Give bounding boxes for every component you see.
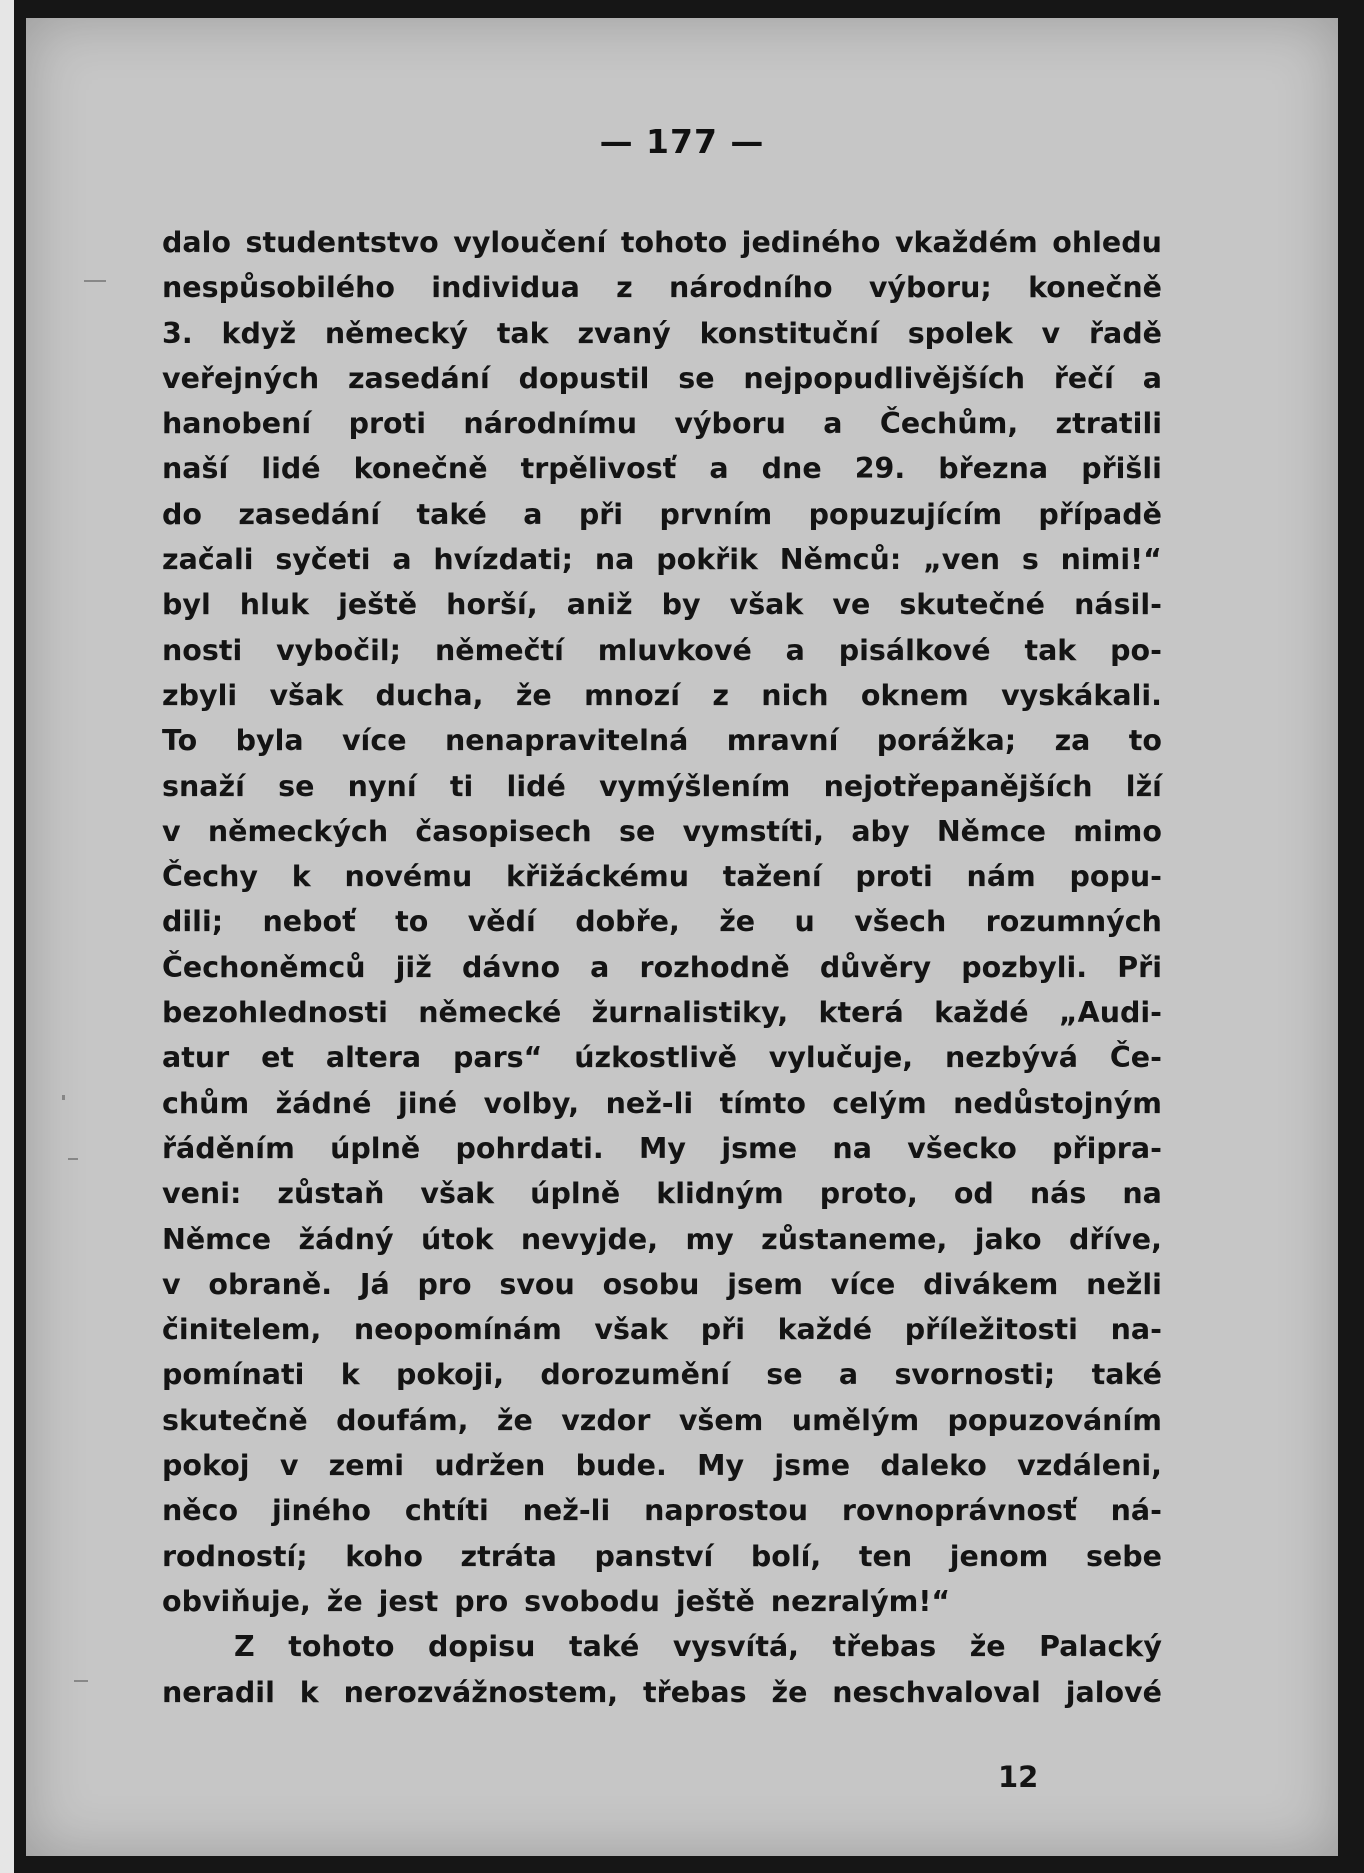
word: naprostou [644, 1494, 809, 1528]
text-line [162, 356, 1162, 401]
text-line [162, 492, 1162, 537]
text-line [162, 899, 1162, 944]
word: proto, [819, 1177, 918, 1211]
word: My [697, 1449, 745, 1483]
word: pozbyli. [961, 950, 1088, 984]
word: zbyli [162, 678, 238, 712]
word: aniž [566, 588, 633, 622]
word: vyskákali. [1001, 678, 1162, 712]
signature-mark: 12 [998, 1760, 1039, 1794]
word: konečně [1028, 271, 1162, 305]
word: však [269, 678, 344, 712]
word: pisálkové [838, 633, 991, 667]
word: pokoji, [395, 1358, 505, 1392]
text-line [162, 809, 1162, 854]
word: z [712, 678, 729, 712]
word: řadě [1088, 316, 1162, 350]
word: se [619, 814, 656, 848]
word: u [794, 905, 815, 939]
text-line [162, 990, 1162, 1035]
text-line [162, 1670, 1162, 1715]
word: že [496, 1403, 533, 1437]
word: byl [162, 588, 211, 622]
word: ten [858, 1539, 913, 1573]
word: ještě [338, 588, 418, 622]
word: skutečné [899, 588, 1046, 622]
word: zvaný [577, 316, 671, 350]
word: při [700, 1313, 745, 1347]
book-page [26, 18, 1338, 1856]
word: bolí, [750, 1539, 822, 1573]
word: však [594, 1313, 669, 1347]
word: Če- [1109, 1041, 1162, 1075]
word: volby, [483, 1086, 580, 1120]
word: mimo [1073, 814, 1162, 848]
word: dříve, [1068, 1222, 1162, 1256]
word: na [594, 543, 635, 577]
word: nežli [1086, 1267, 1162, 1301]
word: že [515, 678, 552, 712]
word: za [1054, 724, 1091, 758]
word: k [340, 1358, 360, 1392]
word: úzkostlivě [574, 1041, 737, 1075]
word: přišli [1081, 452, 1162, 486]
word: žádný [298, 1222, 394, 1256]
word: však [729, 588, 804, 622]
word: když [221, 316, 297, 350]
word: Já [359, 1267, 390, 1301]
text-line [162, 1352, 1162, 1397]
word: dávno [461, 950, 561, 984]
word: neschvaloval [832, 1675, 1041, 1709]
word: násil- [1074, 588, 1162, 622]
word: koho [345, 1539, 423, 1573]
text-line: obviňuje, že jest pro svobodu ještě nezralým!“ [162, 1584, 951, 1618]
word: aby [851, 814, 910, 848]
word: naší [162, 452, 229, 486]
word: jsem [727, 1267, 803, 1301]
word: která [818, 996, 904, 1030]
word: konstituční [699, 316, 879, 350]
word: ti [449, 769, 474, 803]
word: dne [761, 452, 822, 486]
word: oknem [860, 678, 969, 712]
word: na- [1110, 1313, 1162, 1347]
paper-speck [68, 1158, 78, 1160]
word: neopomínám [353, 1313, 562, 1347]
word: jsme [774, 1449, 851, 1483]
word: et [261, 1041, 295, 1075]
word: a [838, 1358, 859, 1392]
word: na [832, 1131, 872, 1165]
word: německé [418, 996, 562, 1030]
text-line [162, 1307, 1162, 1352]
word: bezohlednosti [162, 996, 388, 1030]
word: vysvítá, [672, 1630, 800, 1664]
word: na [1122, 1177, 1162, 1211]
word: zůstaň [277, 1177, 385, 1211]
word: mluvkové [597, 633, 752, 667]
word: jiné [397, 1086, 458, 1120]
word: konečně [353, 452, 488, 486]
word: tak [1024, 633, 1077, 667]
word: Němců: [779, 543, 902, 577]
word: více [341, 724, 407, 758]
word: výboru; [868, 271, 992, 305]
word: do [162, 497, 202, 531]
word: dalo [162, 226, 231, 259]
word: německý [324, 316, 468, 350]
word: nich [761, 678, 829, 712]
word: se [766, 1358, 803, 1392]
word: v [279, 1449, 299, 1483]
word: novému [344, 860, 473, 894]
word: popu- [1069, 860, 1162, 894]
word: svou [499, 1267, 575, 1301]
word: 29. [854, 452, 906, 486]
word: jenom [949, 1539, 1049, 1573]
word: 3. [162, 316, 193, 350]
page-number: — 177 — [599, 122, 765, 161]
word: to [395, 905, 429, 939]
word: udržen [434, 1449, 546, 1483]
text-line [162, 1171, 1162, 1216]
word: chům [162, 1086, 250, 1120]
word: pohrdati. [455, 1131, 604, 1165]
word: vymstíti, [682, 814, 825, 848]
word: klidným [656, 1177, 784, 1211]
word: my [685, 1222, 734, 1256]
word: více [830, 1267, 896, 1301]
scan-edge-strip [0, 0, 14, 1873]
word: ná- [1110, 1494, 1162, 1528]
word: s [1021, 543, 1039, 577]
word: syčeti [275, 543, 371, 577]
word: vkaždém [894, 226, 1038, 259]
word: altera [325, 1041, 422, 1075]
word: obraně. [208, 1267, 333, 1301]
word: že [969, 1630, 1006, 1664]
word: od [953, 1177, 994, 1211]
word: nimi!“ [1060, 543, 1162, 577]
word: rovnoprávnosť [841, 1494, 1077, 1528]
word: než-li [522, 1494, 611, 1528]
text-line [162, 854, 1162, 899]
word: v [162, 814, 181, 848]
word: než-li [605, 1086, 694, 1120]
word: pars“ [452, 1041, 543, 1075]
text-line [162, 1035, 1162, 1080]
word: rozumných [985, 905, 1162, 939]
word: nespůsobilého [162, 271, 395, 305]
word: Čechy [162, 860, 259, 894]
word: tak [496, 316, 549, 350]
word: vzdor [561, 1403, 651, 1437]
word: připra- [1052, 1131, 1162, 1165]
text-line [162, 1126, 1162, 1171]
word: také [568, 1630, 640, 1664]
word: To [162, 724, 198, 758]
word: trpělivosť [520, 452, 677, 486]
word: něco [162, 1494, 239, 1528]
paper-speck [62, 1095, 65, 1100]
word: hanobení [162, 407, 312, 441]
word: Čechoněmců [162, 950, 366, 984]
word: také [416, 497, 487, 531]
word: ztráta [460, 1539, 557, 1573]
text-line [162, 1443, 1162, 1488]
text-line [162, 628, 1162, 673]
word: vymýšlením [599, 769, 791, 803]
word: vzdáleni, [1017, 1449, 1162, 1483]
word: celým [832, 1086, 927, 1120]
word: sebe [1085, 1539, 1162, 1573]
word: neradil [162, 1675, 275, 1709]
word: v [1041, 316, 1061, 350]
word: že [771, 1675, 808, 1709]
word: Z [234, 1630, 255, 1664]
word: výboru [674, 407, 786, 441]
word: ve [832, 588, 871, 622]
word: a [709, 452, 729, 486]
word: hluk [239, 588, 310, 622]
word: pro [417, 1267, 472, 1301]
word: rozhodně [639, 950, 790, 984]
word: tímto [719, 1086, 806, 1120]
word: tohoto [620, 226, 728, 259]
word: Němce [162, 1222, 272, 1256]
word: případě [1038, 497, 1162, 531]
text-line [162, 718, 1162, 763]
word: začali [162, 543, 254, 577]
word: prvním [659, 497, 773, 531]
text-line [162, 1488, 1162, 1533]
word: března [938, 452, 1049, 486]
word: a [523, 497, 543, 531]
word: a [1142, 361, 1162, 395]
word: vyloučení [453, 226, 607, 259]
word: ztratili [1055, 407, 1162, 441]
word: Při [1117, 950, 1162, 984]
text-line [162, 1262, 1162, 1307]
word: v [162, 1267, 181, 1301]
word: bude. [575, 1449, 667, 1483]
word: porážka; [876, 724, 1017, 758]
word: rodností; [162, 1539, 308, 1573]
word: ducha, [375, 678, 484, 712]
text-line [162, 1534, 1162, 1579]
word: také [1091, 1358, 1162, 1392]
word: národního [669, 271, 833, 305]
word: žurnalistiky, [591, 996, 789, 1030]
word: zasedání [238, 497, 381, 531]
word: to [1128, 724, 1162, 758]
word: vylučuje, [768, 1041, 914, 1075]
word: zemi [328, 1449, 405, 1483]
word: dorozumění [540, 1358, 730, 1392]
word: tohoto [288, 1630, 395, 1664]
word: křižáckému [506, 860, 689, 894]
word: popuzujícím [808, 497, 1003, 531]
word: úplně [530, 1177, 621, 1211]
text-line [162, 945, 1162, 990]
text-line [162, 1217, 1162, 1262]
word: časopisech [415, 814, 592, 848]
word: My [639, 1131, 686, 1165]
word: dopisu [428, 1630, 536, 1664]
word: a [392, 543, 412, 577]
word: proti [348, 407, 427, 441]
word: úplně [330, 1131, 421, 1165]
word: řáděním [162, 1131, 295, 1165]
word: z [616, 271, 633, 305]
word: Němce [936, 814, 1046, 848]
word: by [661, 588, 701, 622]
word: každé [777, 1313, 873, 1347]
word: nezbývá [944, 1041, 1078, 1075]
word: snaží [162, 769, 245, 803]
word: pomínati [162, 1358, 305, 1392]
text-line [162, 265, 1162, 310]
text-line [162, 1624, 1162, 1669]
word: k [299, 1675, 319, 1709]
word: nyní [347, 769, 417, 803]
word: veřejných [162, 361, 320, 395]
text-line [162, 1081, 1162, 1126]
word: zůstaneme, [761, 1222, 948, 1256]
text-line [162, 220, 1162, 265]
word: útok [421, 1222, 494, 1256]
word: proti [855, 860, 933, 894]
word: nevyjde, [520, 1222, 659, 1256]
word: po- [1110, 633, 1162, 667]
word: že [719, 905, 756, 939]
word: jako [974, 1222, 1042, 1256]
word: nejpopudlivějších [743, 361, 1025, 395]
word: lidé [261, 452, 321, 486]
word: zasedání [347, 361, 490, 395]
word: pokoj [162, 1449, 250, 1483]
word: Palacký [1039, 1630, 1162, 1664]
word: k [291, 860, 311, 894]
word: „Audi- [1058, 996, 1162, 1030]
word: mnozí [584, 678, 681, 712]
word: veni: [162, 1177, 242, 1211]
word: mravní [726, 724, 839, 758]
word: při [578, 497, 624, 531]
word: národnímu [463, 407, 638, 441]
text-line [162, 401, 1162, 446]
word: řečí [1053, 361, 1114, 395]
word: divákem [923, 1267, 1059, 1301]
text-line [162, 537, 1162, 582]
word: horší, [446, 588, 538, 622]
word: a [823, 407, 843, 441]
word: nerozvážnostem, [343, 1675, 619, 1709]
word: vybočil; [276, 633, 402, 667]
text-line [162, 764, 1162, 809]
word: hvízdati; [433, 543, 574, 577]
word: tažení [722, 860, 822, 894]
word: jsme [721, 1131, 798, 1165]
word: byla [235, 724, 304, 758]
word: svornosti; [894, 1358, 1056, 1392]
word: žádné [275, 1086, 372, 1120]
word: všecko [907, 1131, 1017, 1165]
word: pokřik [656, 543, 758, 577]
word: doufám, [336, 1403, 469, 1437]
word: všem [678, 1403, 764, 1437]
word: nejotřepanějších [823, 769, 1093, 803]
word: individua [431, 271, 580, 305]
paper-speck [84, 280, 106, 282]
word: chtíti [404, 1494, 489, 1528]
word: nedůstojným [953, 1086, 1162, 1120]
word: německých [207, 814, 389, 848]
word: důvěry [819, 950, 932, 984]
text-line [162, 673, 1162, 718]
word: již [395, 950, 432, 984]
word: třebas [643, 1675, 747, 1709]
word: dopustil [518, 361, 650, 395]
text-line [162, 582, 1162, 627]
word: a [590, 950, 610, 984]
word: dili; [162, 905, 224, 939]
word: třebas [832, 1630, 937, 1664]
word: studentstvo [245, 226, 439, 259]
paper-speck [74, 1680, 88, 1682]
body-text [162, 220, 1162, 1715]
text-line [162, 446, 1162, 491]
word: skutečně [162, 1403, 308, 1437]
word: „ven [923, 543, 1000, 577]
word: osobu [602, 1267, 700, 1301]
word: a [785, 633, 805, 667]
word: každé [934, 996, 1029, 1030]
word: panství [594, 1539, 714, 1573]
word: jiného [271, 1494, 371, 1528]
word: činitelem, [162, 1313, 322, 1347]
word: atur [162, 1041, 230, 1075]
word: se [278, 769, 315, 803]
word: ohledu [1052, 226, 1162, 259]
word: jalové [1065, 1675, 1162, 1709]
word: umělým [791, 1403, 920, 1437]
word: Čechům, [879, 407, 1019, 441]
word: němečtí [434, 633, 564, 667]
word: jediného [741, 226, 881, 259]
text-line [162, 311, 1162, 356]
word: lží [1125, 769, 1162, 803]
word: daleko [880, 1449, 987, 1483]
word: dobře, [575, 905, 680, 939]
word: všech [854, 905, 947, 939]
text-line [162, 1398, 1162, 1443]
word: příležitosti [904, 1313, 1078, 1347]
word: lidé [506, 769, 566, 803]
word: nás [1029, 1177, 1087, 1211]
word: nenapravitelná [444, 724, 689, 758]
word: se [678, 361, 715, 395]
word: nám [966, 860, 1036, 894]
word: vědí [467, 905, 536, 939]
word: nosti [162, 633, 243, 667]
word: popuzováním [947, 1403, 1162, 1437]
word: však [420, 1177, 495, 1211]
word: spolek [907, 316, 1013, 350]
word: neboť [262, 905, 356, 939]
